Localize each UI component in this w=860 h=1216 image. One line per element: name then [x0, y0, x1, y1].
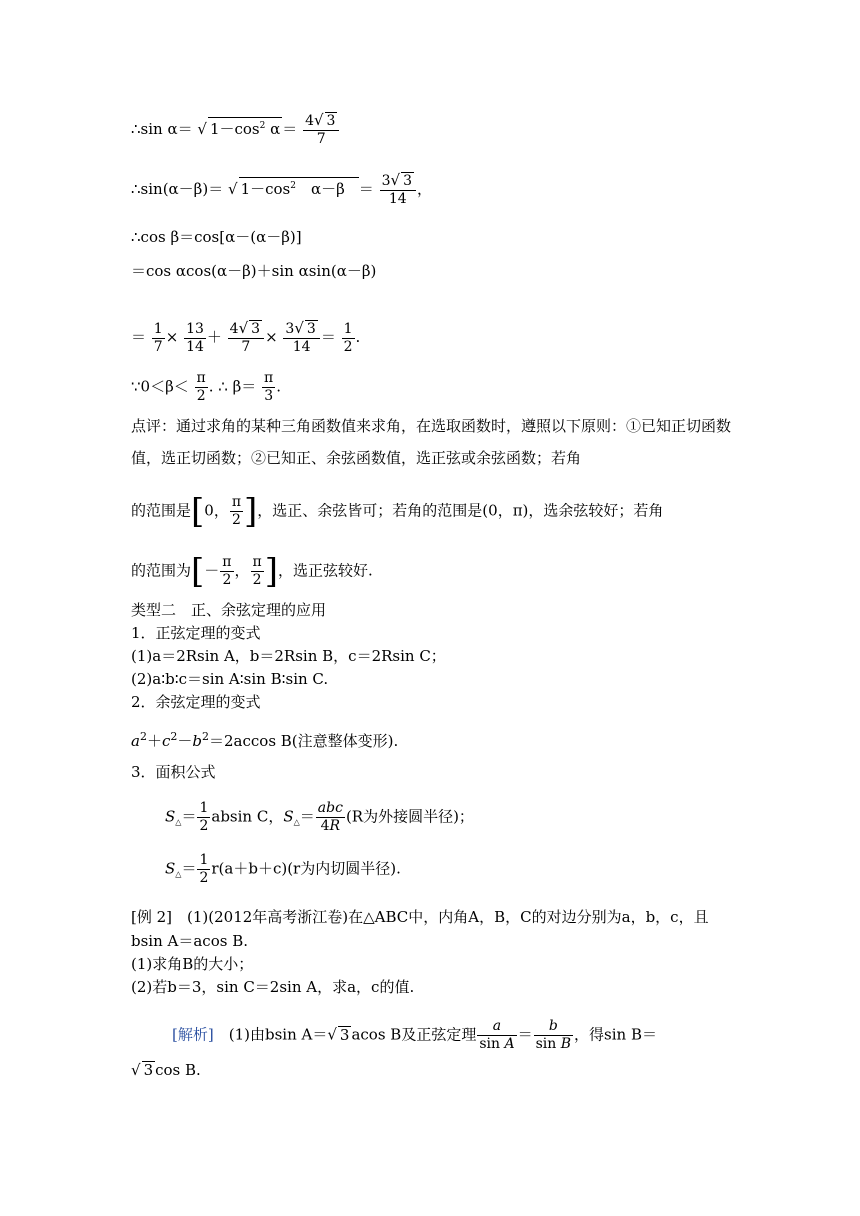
- solution-line-2: √ 3 cos B.: [131, 1061, 201, 1079]
- note-paragraph: 点评：通过求角的某种三角函数值来求角，在选取函数时，遵照以下原则：①已知正切函数值，选正切函数；②已知正、余弦函数值，选正弦或余弦函数；若角: [131, 417, 732, 467]
- section-type2: 类型二 正、余弦定理的应用: [131, 601, 327, 619]
- example-2-head: [例 2] (1)(2012年高考浙江卷)在△ABC中，内角A，B，C的对边分别为a，b，c，且bsin A＝acos B.: [131, 908, 709, 950]
- cosine-variant-formula: $a^2+c^2-b^2=2accos$ B(注意整体变形).: [131, 730, 399, 750]
- range-line-1: 的范围是[0， $\frac{\pi}{2}$ ]，选正、余弦皆可；若角的范围是(0，π)，选余弦较好；若角: [131, 491, 664, 532]
- sine-variant-2: (2)a∶b∶c＝sin A∶sin B∶sin C.: [131, 670, 329, 688]
- eq-expand: ＝cos αcos(α－β)＋sin αsin(α－β): [131, 262, 377, 280]
- example-2-q2: (2)若b＝3，sin C＝2sin A，求a，c的值.: [131, 978, 415, 996]
- eq-result: ＝ $\frac{1}{7}$ × $\frac{13}{14}$ ＋ $\frac{4√ 3}{7}$ × $\frac{3√ 3}{14}$ ＝ $\frac{1}{2}$ .: [131, 319, 361, 355]
- sine-variant-1: (1)a＝2Rsin A，b＝2Rsin B，c＝2Rsin C；: [131, 647, 446, 665]
- sine-variant-title: 1．正弦定理的变式: [131, 624, 261, 642]
- area-formula-1: $S_\triangle=$ $\frac{1}{2}$ absin C，$S_\triangle=$ $\frac{\text{abc}}{4R}$ (R为外接圆半径)；: [165, 800, 474, 834]
- area-formula-2: $S_\triangle=$ $\frac{1}{2}$ r(a＋b＋c)(r为内切圆半径).: [165, 852, 401, 886]
- eq-sin-alpha: ∴sin α＝ √ $1-\cos^2$ α ＝ $\frac{4√ 3}{7}$: [131, 112, 340, 148]
- solution-line-1: [解析] (1)由bsin A＝√ 3 acos B及正弦定理 $\frac{a}{\text{sin A}}$ ＝ $\frac{b}{\text{sin B}}$ ，得sin B＝: [172, 1018, 657, 1052]
- example-2-q1: (1)求角B的大小；: [131, 955, 254, 973]
- eq-sin-alpha-minus-beta: ∴sin(α－β)＝ √ $1-\cos^2$ α－β ＝ $\frac{3√ 3}{14}$ ，: [131, 171, 432, 207]
- eq-cos-beta: ∴cos β＝cos[α－(α－β)]: [131, 228, 302, 246]
- range-line-2: 的范围为[－ $\frac{\pi}{2}$ ， $\frac{\pi}{2}$ ]，选正弦较好.: [131, 551, 373, 592]
- area-title: 3．面积公式: [131, 763, 216, 781]
- solution-label: [解析]: [172, 1025, 214, 1044]
- eq-beta-value: ∵0＜β＜ $\frac{\pi}{2}$ . ∴ β＝ $\frac{\pi}{3}$ .: [131, 370, 282, 404]
- cosine-variant-title: 2．余弦定理的变式: [131, 693, 261, 711]
